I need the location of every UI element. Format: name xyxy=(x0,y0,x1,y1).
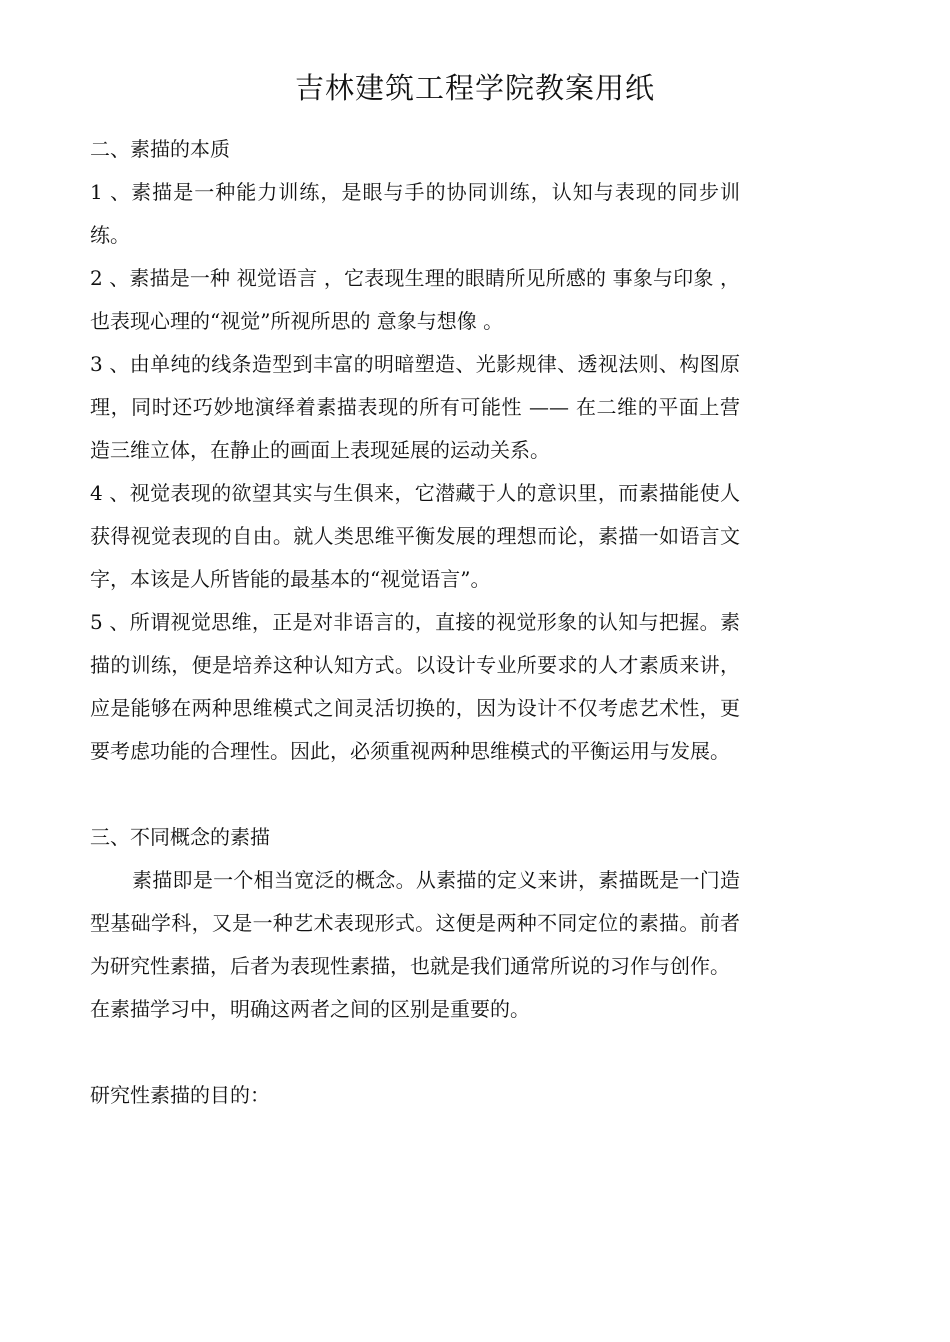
subheading-research-sketch: 研究性素描的目的： xyxy=(90,1083,270,1107)
list-item: 3 、由单纯的线条造型到丰富的明暗塑造、光影规律、透视法则、构图原理，同时还巧妙地演绎着素描表现的所有可能性 —— 在二维的平面上营造三维立体，在静止的画面上表现延展的运动关系。 xyxy=(90,352,740,462)
list-item: 1 、素描是一种能力训练，是眼与手的协同训练，认知与表现的同步训练。 xyxy=(90,180,740,247)
spacer xyxy=(90,773,740,816)
section-heading-concepts: 三、不同概念的素描 xyxy=(90,825,270,849)
document-body xyxy=(90,128,740,1117)
body-line: 在素描学习中，明确这两者之间的区别是重要的。 xyxy=(90,997,530,1021)
spacer xyxy=(90,1031,740,1074)
page-title: 吉林建筑工程学院教案用纸 xyxy=(294,71,655,105)
list-item: 4 、视觉表现的欲望其实与生俱来，它潜藏于人的意识里，而素描能使人获得视觉表现的自由。就人类思维平衡发展的理想而论，素描一如语言文字，本该是人所皆能的最基本的“视觉语言”。 xyxy=(90,481,740,591)
list-item: 2 、素描是一种 视觉语言 ，它表现生理的眼睛所见所感的 事象与印象 ， 也表现心理的“视觉”所视所思的 意象与想像 。 xyxy=(90,266,740,333)
body-paragraph: 素描即是一个相当宽泛的概念。从素描的定义来讲，素描既是一门造型基础学科，又是一种艺术表现形式。这便是两种不同定位的素描。前者为研究性素描，后者为表现性素描，也就是我们通常所说的习作与创作。 xyxy=(90,868,740,978)
list-item: 5 、所谓视觉思维，正是对非语言的，直接的视觉形象的认知与把握。素描的训练，便是培养这种认知方式。以设计专业所要求的人才素质来讲，应是能够在两种思维模式之间灵活切换的，因为设计不仅考虑艺术性，更要考虑功能的合理性。因此，必须重视两种思维模式的平衡运用与发展。 xyxy=(90,610,740,763)
section-heading-essence: 二、素描的本质 xyxy=(90,137,230,161)
